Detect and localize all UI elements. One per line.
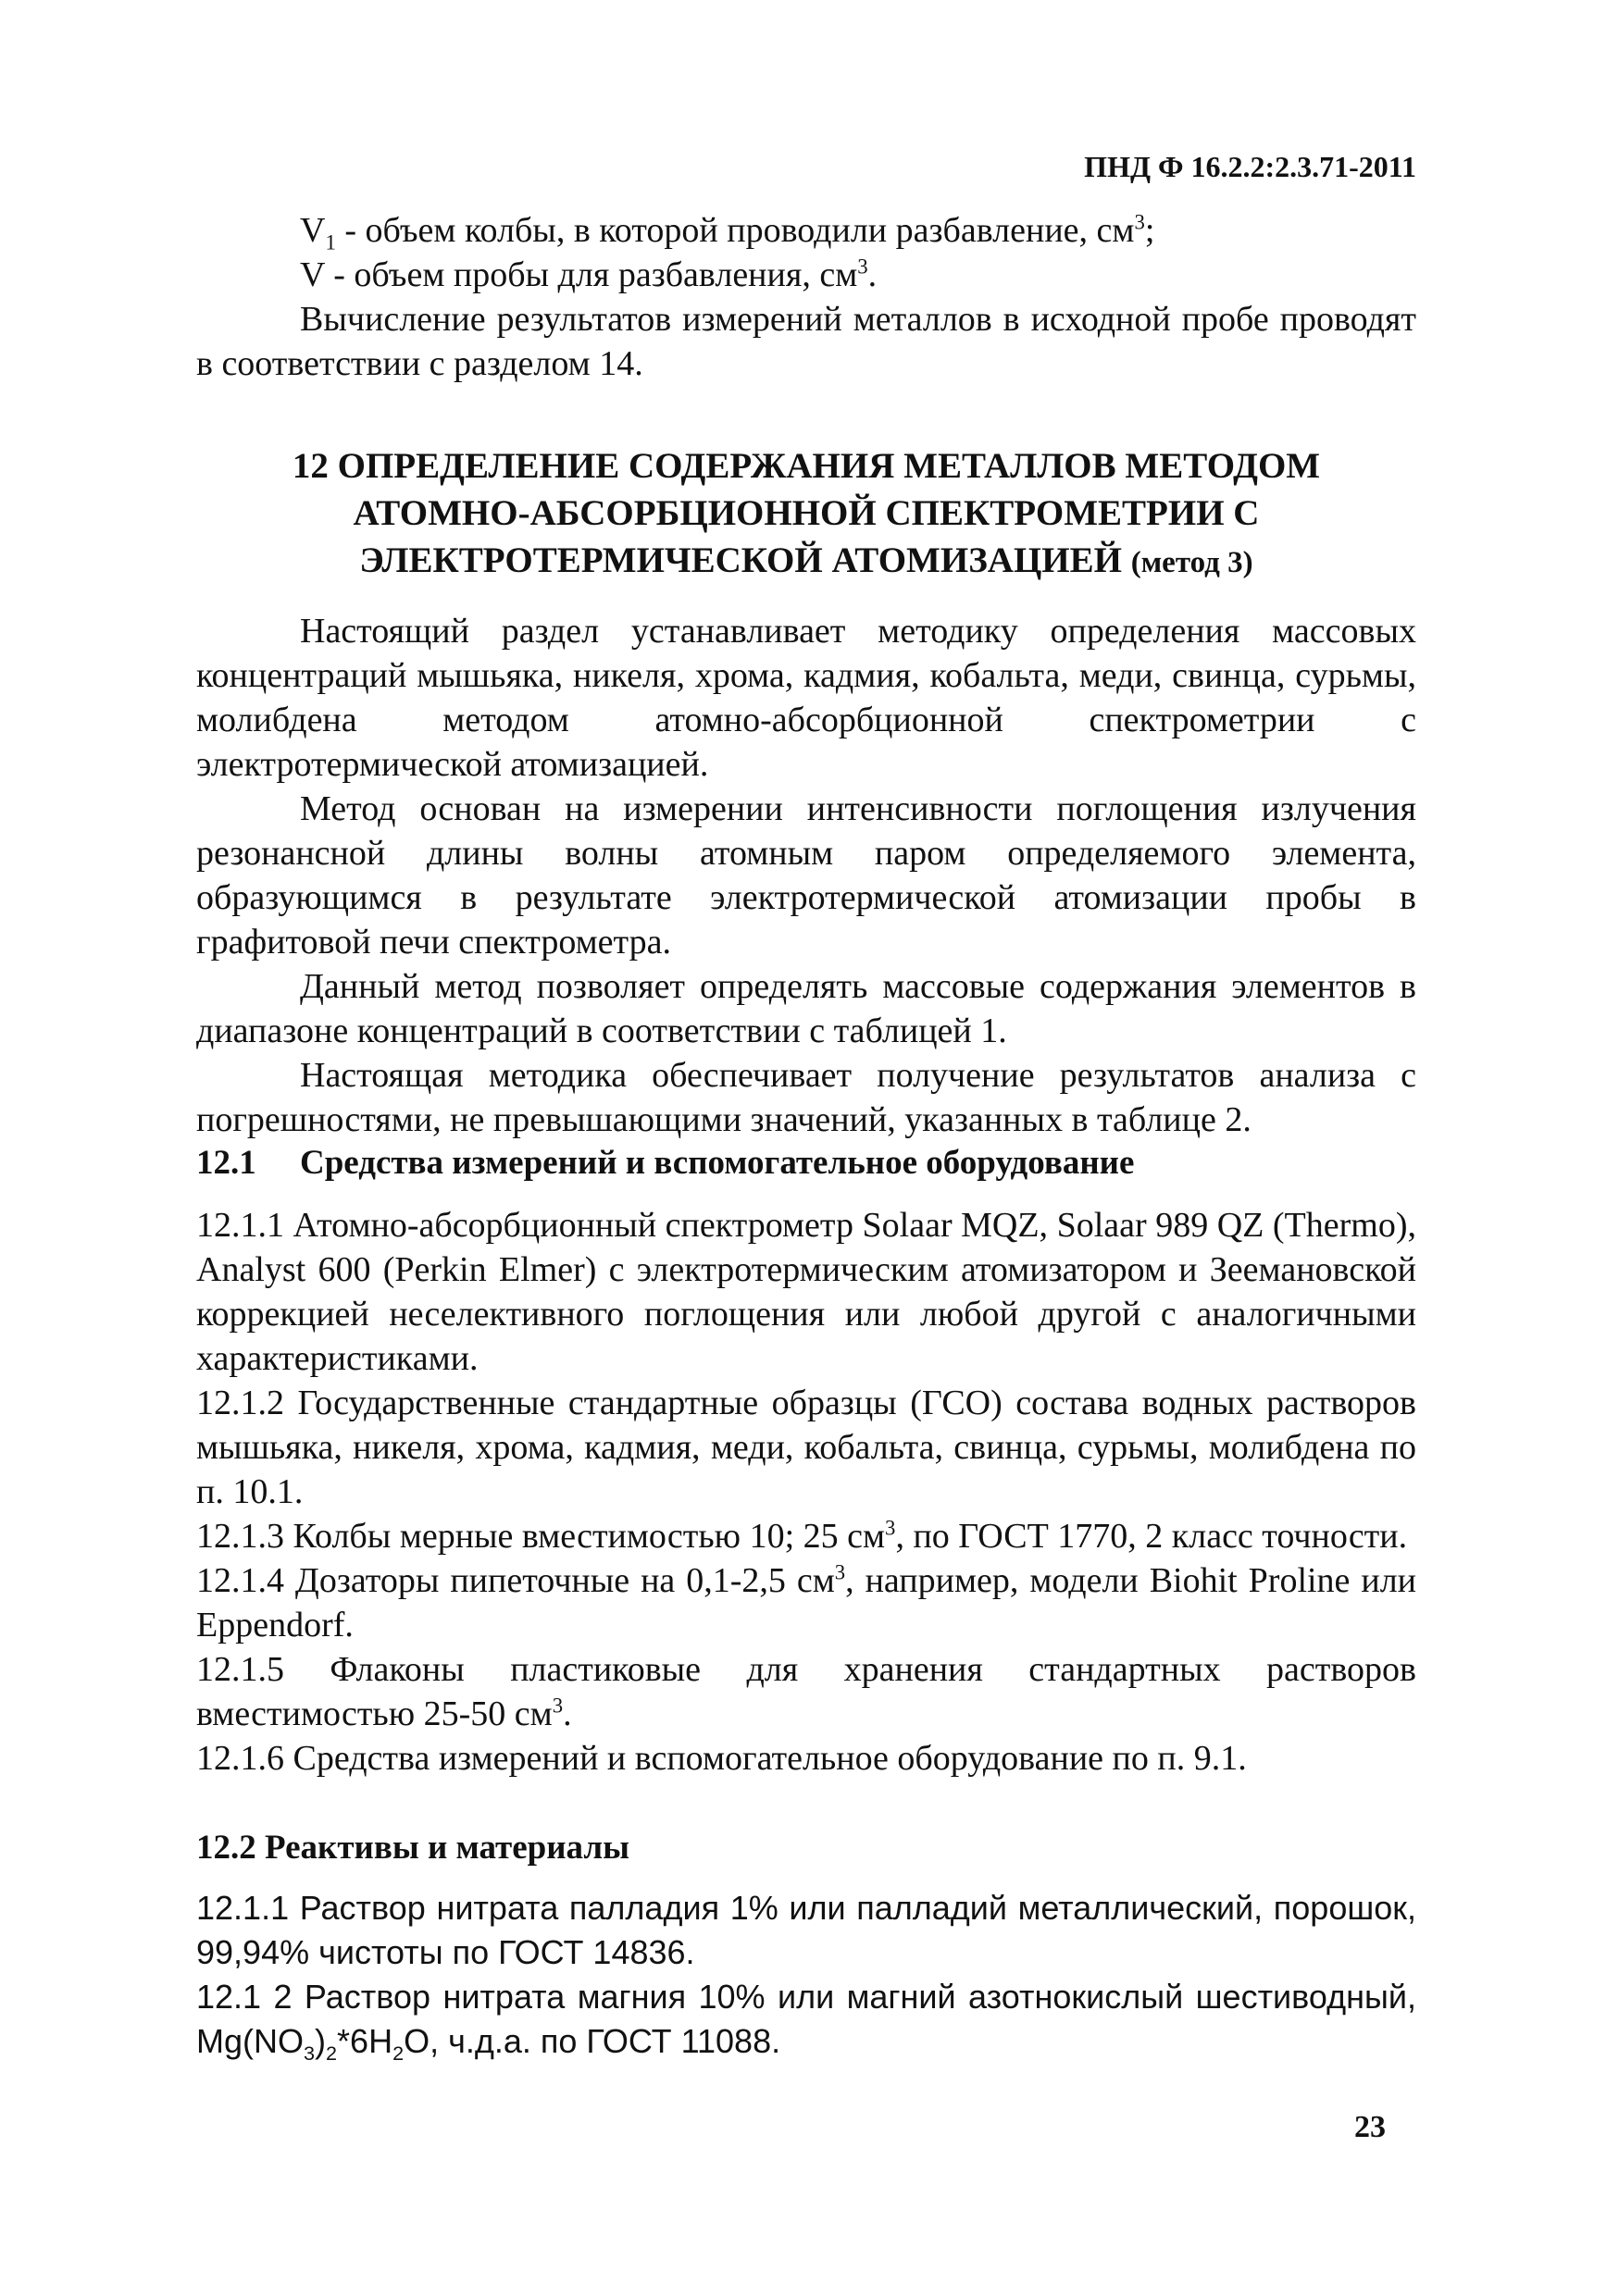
equipment-item: 12.1.4 Дозаторы пипеточные на 0,1-2,5 $см^3$, например, модели Biohit Proline или Eppendorf. xyxy=(196,1560,1416,1644)
subsection-12-2-heading xyxy=(196,1826,1416,1870)
equipment-list xyxy=(196,1203,1416,1781)
method-principle-paragraph: Метод основан на измерении интенсивности поглощения излучения резонансной длины волны атомным паром определяемого элемента, образующимся в результате электротермической атомизации пробы в графитовой печи спектрометра. xyxy=(196,789,1416,962)
subsection-title: Средства измерений и вспомогательное оборудование xyxy=(300,1144,1135,1182)
reagents-list xyxy=(196,1886,1416,2064)
accuracy-paragraph: Настоящая методика обеспечивает получение результатов анализа с погрешностями, не превышающими значений, указанных в таблице 2. xyxy=(196,1056,1416,1139)
v-definition: V - объем пробы для разбавления, $см^3$. xyxy=(300,254,878,294)
section-title-line-1: 12 ОПРЕДЕЛЕНИЕ СОДЕРЖАНИЯ МЕТАЛЛОВ МЕТОДОМ xyxy=(292,446,1321,486)
subsection-number: 12.2 xyxy=(196,1829,256,1867)
section-title-line-3: ЭЛЕКТРОТЕРМИЧЕСКОЙ АТОМИЗАЦИЕЙ (метод 3) xyxy=(359,540,1253,580)
subsection-12-1-heading xyxy=(196,1141,1416,1185)
equipment-item: 12.1.5 Флаконы пластиковые для хранения стандартных растворов вместимостью 25-50 $см^3$. xyxy=(196,1650,1416,1733)
subsection-number: 12.1 xyxy=(196,1144,256,1182)
intro-paragraph: Настоящий раздел устанавливает методику определения массовых концентраций мышьяка, никеля, хрома, кадмия, кобальта, меди, свинца, сурьмы, молибдена методом атомно-абсорбционной спектрометрии с электротермической атомизацией. xyxy=(196,612,1416,784)
v1-definition: $V_1$ - объем колбы, в которой проводили разбавление, $см^3$; xyxy=(300,210,1155,254)
reagent-item: 12.1.1 Раствор нитрата палладия 1% или палладий металлический, порошок, 99,94% чистоты по ГОСТ 14836. xyxy=(196,1889,1416,1971)
subsection-title: Реактивы и материалы xyxy=(265,1829,629,1867)
page-number: 23 xyxy=(1354,2110,1386,2144)
equipment-item: 12.1.6 Средства измерений и вспомогательное оборудование по п. 9.1. xyxy=(196,1739,1247,1778)
variables-block xyxy=(196,208,1416,386)
section-12-title xyxy=(196,442,1416,587)
equipment-item: 12.1.3 Колбы мерные вместимостью 10; 25 $см^3$, по ГОСТ 1770, 2 класс точности. xyxy=(196,1516,1408,1556)
equipment-item: 12.1.2 Государственные стандартные образцы (ГСО) состава водных растворов мышьяка, никеля, хрома, кадмия, меди, кобальта, свинца, сурьмы, молибдена по п. 10.1. xyxy=(196,1384,1416,1511)
section-12-body xyxy=(196,609,1416,1142)
calculation-paragraph: Вычисление результатов измерений металлов в исходной пробе проводят в соответствии с разделом 14. xyxy=(196,300,1416,383)
reagent-item: 12.1 2 Раствор нитрата магния 10% или магний азотнокислый шестиводный, $Mg(NO_3)_2*6H_2O$, ч.д.а. по ГОСТ 11088. xyxy=(196,1978,1416,2066)
equipment-item: 12.1.1 Атомно-абсорбционный спектрометр Solaar MQZ, Solaar 989 QZ (Thermo), Analyst 600 (Perkin Elmer) с электротермическим атомизатором и Зеемановской коррекцией неселективного поглощения или любой другой с аналогичными характеристиками. xyxy=(196,1206,1416,1378)
section-title-line-2: АТОМНО-АБСОРБЦИОННОЙ СПЕКТРОМЕТРИИ С xyxy=(353,493,1260,533)
document-code-header: ПНД Ф 16.2.2:2.3.71-2011 xyxy=(1084,150,1416,183)
range-paragraph: Данный метод позволяет определять массовые содержания элементов в диапазоне концентраций в соответствии с таблицей 1. xyxy=(196,967,1416,1050)
method-label: (метод 3) xyxy=(1130,546,1253,579)
